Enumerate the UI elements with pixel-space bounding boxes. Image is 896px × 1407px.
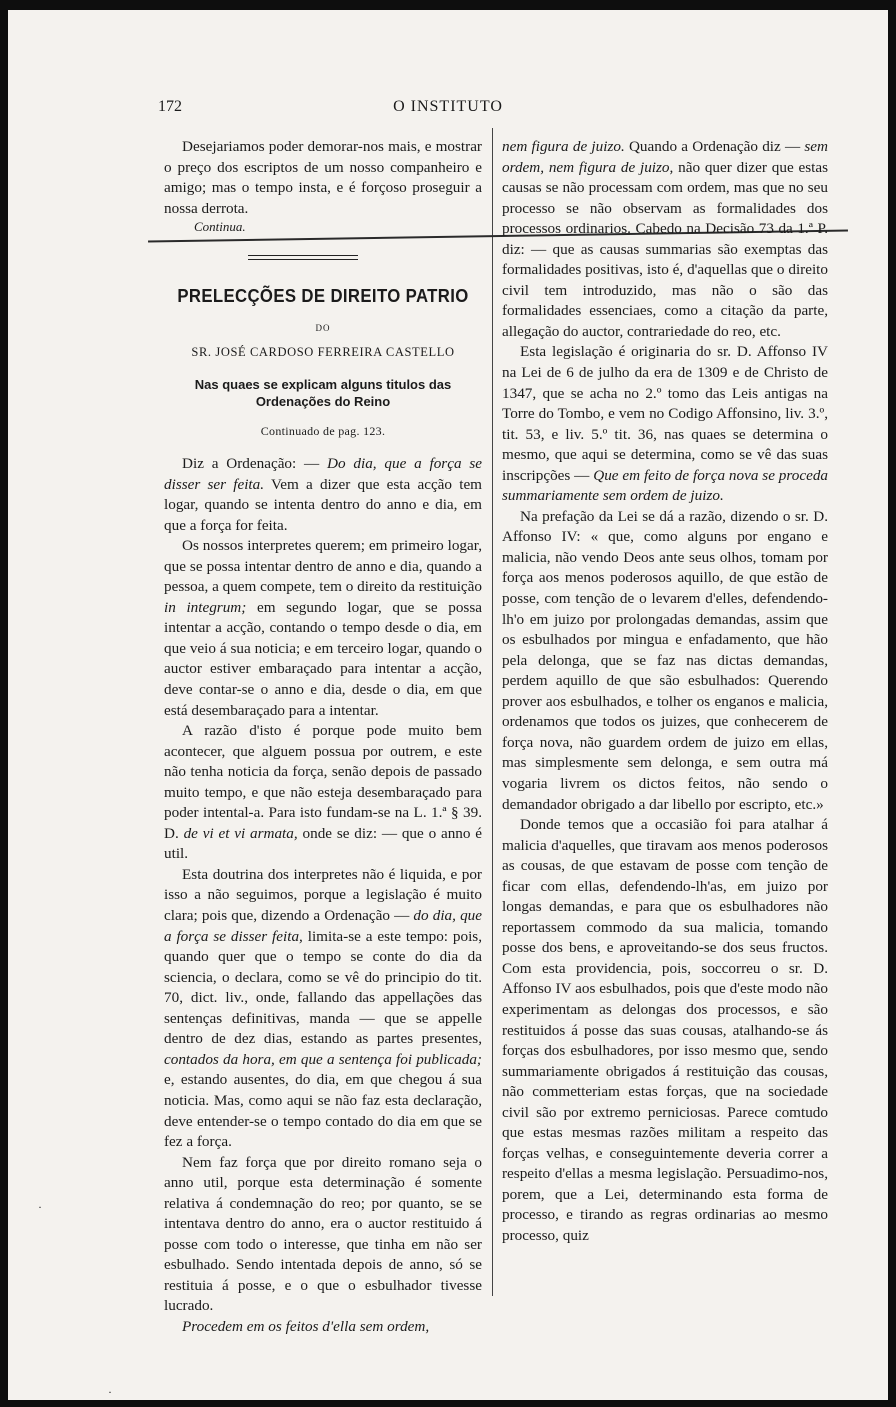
article-subtitle: Nas quaes se explicam alguns titulos das Ordenações do Reino <box>194 377 452 409</box>
right-column <box>502 137 828 1247</box>
text-run: limita-se a este tempo: pois, quando quer que o tempo se conte do dia da sciencia, o declara, como se vê do principio do tit. 70, dict. liv., onde, fallando das appellações das sentenças definitivas, manda — que se appelle dentro de dez dias, estando as partes presentes, <box>164 927 482 1048</box>
paragraph: Donde temos que a occasião foi para atalhar á malicia d'aquelles, que tiravam aos menos poderosos as cousas, de que estavam de posse com tenção de ficar com ellas, defendendo-lh'as, em juizo por longas demandas, e para que os esbulhadores não reportassem commodo da sua malicia, tomando posse dos bens, e aproveitando-se dos seus fructos. Com esta providencia, pois, soccorreu o sr. D. Affonso IV aos esbulhados, pois que d'este modo não experimentam as delongas dos processos, e são restituidos á posse das suas cousas, atalhando-se ás forças dos esbulhadores, por isso mesmo que, sendo summariamente obrigados á restituição das cousas, não commetteriam estas forças, que na sociedade civil são por extremo perniciosas. Parece comtudo que estas mesmas razões militam a respeito das forças velhas, e conseguintemente deveria correr a respeito d'ellas a mesma legislação. Persuadimo-nos, porem, que a Lei, determinando esta forma de processo, e tirando as regras ordinarias ao mesmo processo, quiz <box>502 816 828 1244</box>
paragraph <box>164 1317 482 1338</box>
paragraph <box>502 342 828 506</box>
text-run: e, estando ausentes, do dia, em que chegou á sua noticia. Mas, como aqui se não faz esta declaração, deve entender-se o tempo contado do dia em que se fez a força. <box>164 1071 482 1151</box>
section-ornament <box>248 255 358 260</box>
print-speck: · <box>38 1200 42 1214</box>
paragraph: Na prefação da Lei se dá a razão, dizendo o sr. D. Affonso IV: « que, como alguns por engano e malicia, não vendo Deos ante seus olhos, tomam por força aos menos poderosos aquillo, de que estão de posse, com tenção de o levarem d'elles, defendendo-lh'o em juizo por prolongadas demandas, assim que os esbulhados por mingua e enfadamento, que hão pela delonga, que se faz nas dictas demandas, perdem aquillo de que são esbulhados: Querendo prover aos esbulhados, e tolher os enganos e malicia, ordenamos que todos os juizes, que conhecerem de força nova, não guardem ordem de juizo em ellas, mas simplesmente sem delonga, e sem outra má vogaria livrem os dictos feitos, não sendo o demandador obrigado a dar libello por escripto, etc.» <box>502 507 828 813</box>
text-run: Esta doutrina dos interpretes não é liquida, e por isso a não seguimos, porque a legislação é muito clara; pois que, dizendo a Ordenação — <box>164 865 482 925</box>
text-run: Quando a Ordenação diz — <box>628 138 801 155</box>
paragraph <box>164 536 482 721</box>
running-head: O INSTITUTO <box>393 98 503 115</box>
continued-note: Continuado de pag. 123. <box>260 424 386 438</box>
text-run: não quer dizer que estas causas se não processam com ordem, mas que no seu processo se não observam as formalidades dos processos ordinarios. Cabedo na Decisão 73 da 1.ª P. diz: — que as causas summarias são exemptas das formalidades positivas, isto é, d'aquellas que o direito civil tem introduzido, mas não o são das formalidades essenciaes, como a citação da parte, allegação do auctor, contrariedade do reo, etc. <box>502 158 828 340</box>
article-title: PRELECÇÕES DE DIREITO PATRIO <box>177 286 469 306</box>
text-run: A razão d'isto é porque pode muito bem acontecer, que alguem possua por outrem, e este não tenha noticia da força, senão depois de passado muito tempo, e que não esteja desembaraçado para poder intental-a. Para isto fundam-se na L. 1.ª § 39. D. <box>164 722 482 842</box>
text-run: Diz a Ordenação: — <box>182 455 320 472</box>
paragraph <box>164 721 482 865</box>
text-run: em segundo logar, que se possa intentar a acção, contando o tempo desde o dia, em que veio á sua noticia; e em terceiro logar, quando o auctor estiver embaraçado para intentar a acção, deve contar-se o anno e dia, desde o dia, em que está desembaraçado para a intentar. <box>164 598 482 719</box>
paragraph <box>502 137 828 342</box>
italic-run: do dia, que a força se disser feita, <box>164 907 482 945</box>
paragraph <box>164 865 482 1153</box>
left-column-body <box>164 454 482 1338</box>
italic-run: Do dia, que a força se disser ser feita. <box>164 455 482 493</box>
italic-run: de vi et vi armata, <box>183 824 298 842</box>
continua-note: Continua. <box>194 219 246 235</box>
print-speck: · <box>108 1385 112 1399</box>
text-run: Esta legislação é originaria do sr. D. Affonso IV na Lei de 6 de julho da era de 1309 e de Christo de 1347, que se acha no 2.º tomo das Leis antigas na Torre do Tombo, e vem no Codigo Affonsino, liv. 3.º, tit. 53, e liv. 5.º tit. 36, nas quaes se determina o mesmo, que aqui se determina, como se vê das suas inscripções — <box>502 343 828 484</box>
text-run: Os nossos interpretes querem; em primeiro logar, que se possa intentar dentro de anno e dia, quando a pessoa, a quem compete, tem o direito da restituição <box>164 537 482 596</box>
page-number: 172 <box>158 98 182 115</box>
italic-run: Que em feito de força nova se proceda summariamente sem ordem de juizo. <box>502 466 829 505</box>
article-do: DO <box>315 323 331 333</box>
text-run: onde se diz: — que o anno é util. <box>164 824 483 863</box>
italic-run: Procedem em os feitos d'ella sem ordem, <box>182 1317 430 1335</box>
paragraph: Nem faz força que por direito romano seja o anno util, porque esta determinação é somente relativa á condemnação do reo; por quanto, se se intentava dentro do anno, era o auctor restituido á posse com todo o interesse, que tinha em não ser esbulhado. Sendo intentada depois de anno, só se restituia á posse, e o que o esbulhador tivesse lucrado. <box>164 1153 482 1315</box>
left-column-top <box>164 137 482 235</box>
italic-run: nem figura de juizo. <box>502 138 625 155</box>
article-author: SR. JOSÉ CARDOSO FERREIRA CASTELLO <box>191 345 455 359</box>
paragraph <box>164 454 482 536</box>
closing-paragraph: Desejariamos poder demorar-nos mais, e mostrar o preço dos escriptos de um nosso companheiro e amigo; mas o tempo insta, e é forçoso proseguir a nossa derrota. <box>164 138 482 217</box>
italic-run: sem ordem, nem figura de juizo, <box>502 138 829 176</box>
page <box>8 10 888 1400</box>
text-run: Vem a dizer que esta acção tem logar, quando se intenta dentro do anno e dia, em que a força for feita. <box>164 475 482 534</box>
italic-run: contados da hora, em que a sentença foi publicada; <box>164 1050 482 1068</box>
column-rule <box>492 128 493 1296</box>
italic-run: in integrum; <box>164 598 247 616</box>
